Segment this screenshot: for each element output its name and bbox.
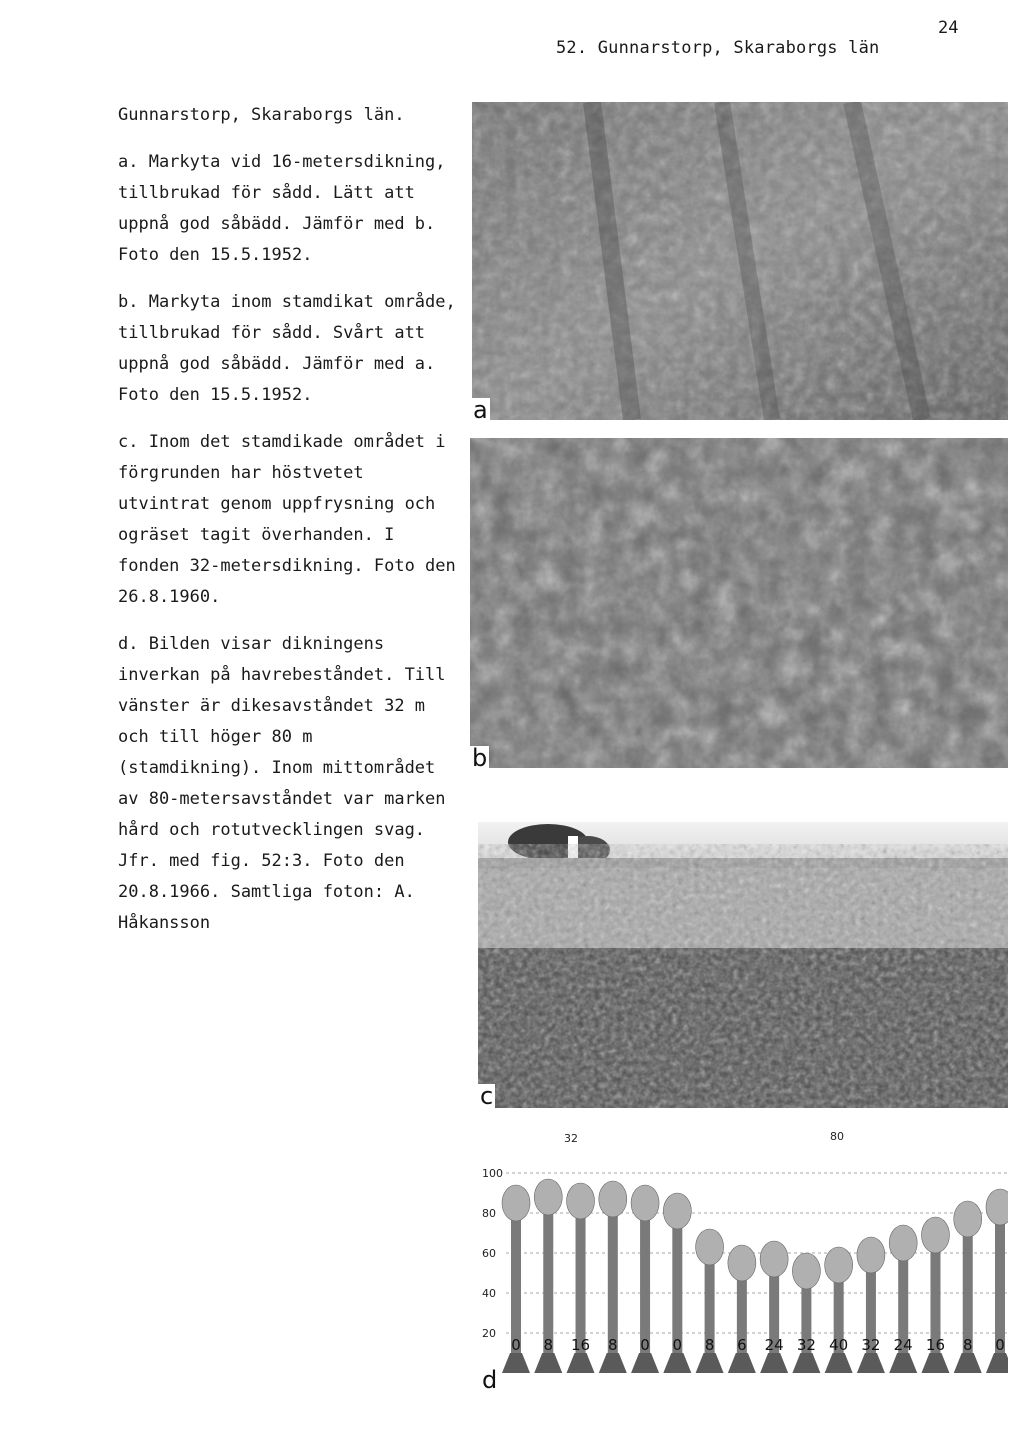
- scale-tick-80: 80: [482, 1207, 496, 1220]
- sheaf-distance-label-6: 0: [672, 1336, 683, 1354]
- spacing-label-32: 32: [564, 1132, 578, 1145]
- sheaf-distance-label-9: 24: [764, 1336, 784, 1354]
- sheaf-distance-label-7: 8: [704, 1336, 715, 1354]
- photo-b-label: b: [472, 744, 488, 772]
- sheaf-distance-label-14: 16: [925, 1336, 946, 1354]
- photo-b-soil-surface-stem-drained: [470, 438, 1008, 772]
- scale-tick-40: 40: [482, 1287, 496, 1300]
- photo-c-field-with-weeds: [478, 822, 1008, 1108]
- sheaf-distance-label-1: 0: [511, 1336, 521, 1354]
- caption-d: d. Bilden visar dikningens inverkan på havrebeståndet. Till vänster är dikesavståndet 32 m och till höger 80 m (stamdikning). Inom mittområdet av 80-metersavståndet var marken hård och rotutvecklingen svag. Jfr. med fig. 52:3. Foto den 20.8.1966. Samtliga foton: A. Håkansson: [118, 634, 446, 933]
- scale-tick-100: 100: [482, 1167, 503, 1180]
- sheaf-distance-label-4: 8: [608, 1336, 618, 1354]
- photo-d-label: d: [482, 1366, 498, 1394]
- photo-d-oat-sheaves: [480, 1128, 1008, 1378]
- photo-a-label: a: [473, 396, 488, 424]
- scale-tick-60: 60: [482, 1247, 496, 1260]
- caption-column: [118, 100, 458, 955]
- page-header: 52. Gunnarstorp, Skaraborgs län: [556, 38, 880, 58]
- sheaf-distance-label-2: 8: [543, 1336, 554, 1354]
- caption-a: a. Markyta vid 16-metersdikning, tillbrukad för sådd. Lätt att uppnå god såbädd. Jämför med b. Foto den 15.5.1952.: [118, 152, 446, 265]
- photo-a-soil-surface-16m-drainage: [472, 102, 1008, 424]
- sheaf-distance-label-5: 0: [640, 1336, 650, 1354]
- sheaf-distance-label-11: 40: [829, 1336, 849, 1354]
- spacing-label-80: 80: [830, 1130, 844, 1143]
- sheaf-distance-label-12: 32: [861, 1336, 881, 1354]
- sheaf-distance-label-15: 8: [962, 1336, 973, 1354]
- scale-tick-20: 20: [482, 1327, 496, 1340]
- sheaf-distance-label-10: 32: [796, 1336, 816, 1354]
- photo-c-label: c: [480, 1082, 494, 1110]
- sheaf-distance-label-8: 6: [737, 1336, 747, 1354]
- caption-title: Gunnarstorp, Skaraborgs län.: [118, 105, 405, 125]
- caption-b: b. Markyta inom stamdikat område, tillbrukad för sådd. Svårt att uppnå god såbädd. Jämför med a. Foto den 15.5.1952.: [118, 292, 456, 405]
- sheaf-distance-label-16: 0: [995, 1336, 1005, 1354]
- sheaf-distance-label-13: 24: [893, 1336, 913, 1354]
- sheaf-distance-label-3: 16: [570, 1336, 591, 1354]
- page-number: 24: [938, 18, 959, 38]
- caption-c: c. Inom det stamdikade området i förgrunden har höstvetet utvintrat genom uppfrysning och ogräset tagit överhanden. I fonden 32-metersdikning. Foto den 26.8.1960.: [118, 432, 456, 607]
